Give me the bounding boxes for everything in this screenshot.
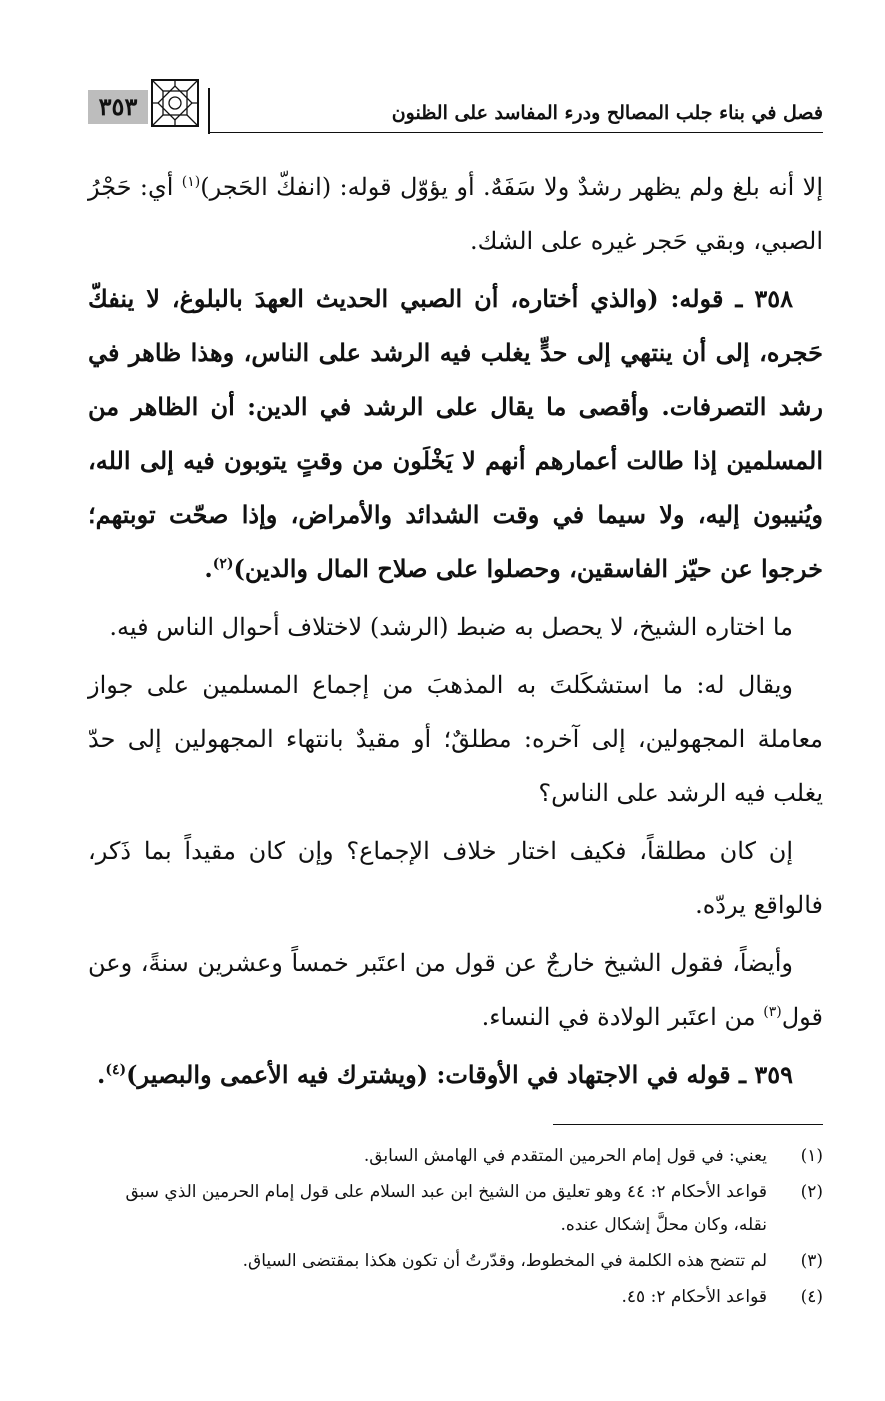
footnotes <box>88 1140 823 1317</box>
footnote-separator <box>553 1124 823 1125</box>
footnote-ref: (٣) <box>763 1004 782 1020</box>
footnote-text: لم تتضح هذه الكلمة في المخطوط، وقدّرتُ أن تكون هكذا بمقتضى السياق. <box>242 1251 767 1271</box>
footnote-number: (٢) <box>800 1182 823 1202</box>
paragraph: ما اختاره الشيخ، لا يحصل به ضبط (الرشد) لاختلاف أحوال الناس فيه. <box>109 613 793 641</box>
paragraph-text: إلا أنه بلغ ولم يظهر رشدٌ ولا سَفَهٌ. أو يؤوّل قوله: (انفكّ الحَجر) <box>200 173 823 201</box>
page-header <box>88 78 823 134</box>
footnote-number: (١) <box>800 1146 823 1166</box>
footnote-number: (٤) <box>800 1287 823 1307</box>
footnote <box>88 1176 823 1242</box>
main-text <box>88 160 823 1106</box>
section-359 <box>88 1048 823 1102</box>
footnote-number: (٣) <box>800 1251 823 1271</box>
footnote <box>88 1281 823 1314</box>
footnote-text: قواعد الأحكام ٢: ٤٥. <box>621 1287 767 1307</box>
paragraph-text: . <box>97 1060 106 1089</box>
footnote-ref: (٢) <box>212 556 234 572</box>
footnote <box>88 1140 823 1173</box>
running-title: فصل في بناء جلب المصالح ودرء المفاسد على الظنون <box>391 102 823 124</box>
footnote-text: يعني: في قول إمام الحرمين المتقدم في الهامش السابق. <box>363 1146 767 1166</box>
paragraph-text: ٣٥٩ ـ قوله في الاجتهاد في الأوقات: (ويشترك فيه الأعمى والبصير) <box>126 1060 793 1089</box>
paragraph <box>88 160 823 268</box>
paragraph <box>88 936 823 1044</box>
footnote <box>88 1245 823 1278</box>
paragraph: إن كان مطلقاً، فكيف اختار خلاف الإجماع؟ وإن كان مقيداً بما ذَكر، فالواقع يردّه. <box>88 837 823 919</box>
paragraph-text: من اعتَبر الولادة في النساء. <box>481 1003 764 1031</box>
page-number: ٣٥٣ <box>88 90 148 124</box>
paragraph-text: أي: حَجْرُ الصبي، وبقي حَجر غيره على الشك. <box>88 173 823 255</box>
header-divider <box>208 88 210 134</box>
footnote-text: قواعد الأحكام ٢: ٤٤ وهو تعليق من الشيخ ابن عبد السلام على قول إمام الحرمين الذي سبق نقله، وكان محلَّ إشكال عنده. <box>125 1182 767 1235</box>
geometric-star-ornament-icon <box>150 78 200 128</box>
header-rule <box>208 132 823 133</box>
section-358 <box>88 272 823 596</box>
footnote-ref: (٤) <box>105 1062 127 1078</box>
paragraph-text: . <box>204 554 213 583</box>
paragraph: ويقال له: ما استشكَلتَ به المذهبَ من إجماع المسلمين على جواز معاملة المجهولين، إلى آخره: مطلقٌ؛ أو مقيدٌ بانتهاء المجهولين إلى حدّ يغلب فيه الرشد على الناس؟ <box>88 671 823 807</box>
paragraph-text: ٣٥٨ ـ قوله: (والذي أختاره، أن الصبي الحديث العهدَ بالبلوغ، لا ينفكّ حَجره، إلى أن ينتهي إلى حدٍّ يغلب فيه الرشد على الناس، وهذا ظاهر في رشد التصرفات. وأقصى ما يقال على الرشد في الدين: أن الظاهر من المسلمين إذا طالت أعمارهم أنهم لا يَخْلَون من وقتٍ يتوبون فيه إلى الله، ويُنيبون إليه، ولا سيما في وقت الشدائد والأمراض، وإذا صحّت توبتهم؛ خرجوا عن حيّز الفاسقين، وحصلوا على صلاح المال والدين) <box>88 284 823 583</box>
footnote-ref: (١) <box>181 174 201 190</box>
paragraph-text: وأيضاً، فقول الشيخ خارجٌ عن قول من اعتَبر خمساً وعشرين سنةً، وعن قول <box>88 949 823 1031</box>
